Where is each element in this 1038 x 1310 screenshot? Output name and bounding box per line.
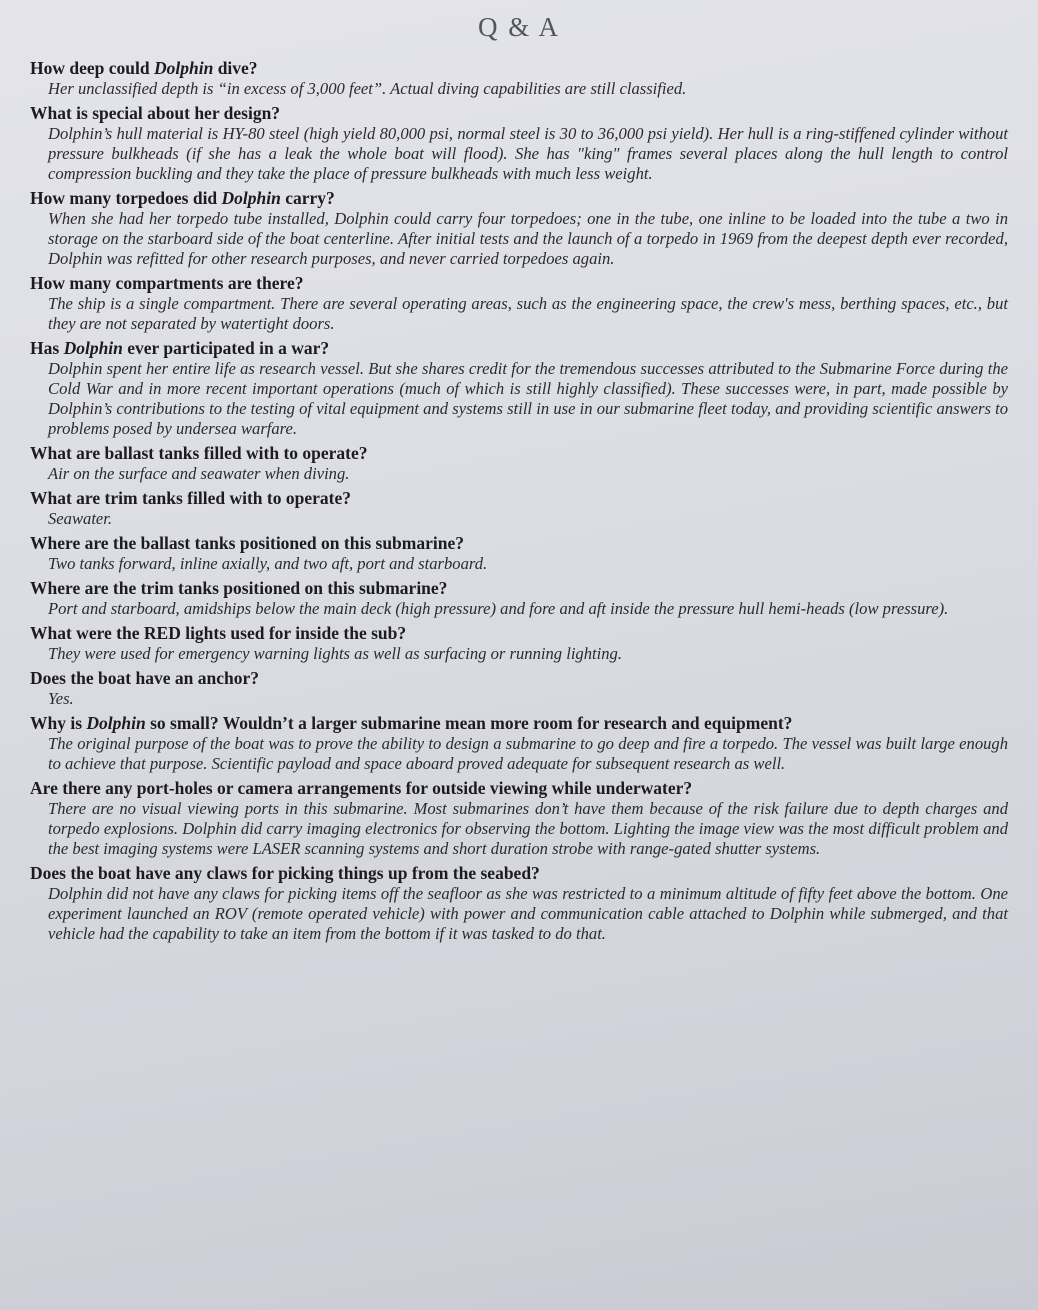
question [30, 862, 1008, 884]
qa-item-ballast-fill [30, 442, 1008, 484]
question [30, 337, 1008, 359]
qa-item-size [30, 712, 1008, 774]
answer: Her unclassified depth is “in excess of 3,000 feet”. Actual diving capabilities are still classified. [48, 79, 687, 98]
question [30, 487, 1008, 509]
question-em: Dolphin [86, 713, 146, 733]
question-post: ever participated in a war? [122, 338, 330, 358]
question-post: so small? Wouldn’t a larger submarine mean more room for research and equipment? [145, 713, 793, 733]
answer: When she had her torpedo tube installed, Dolphin could carry four torpedoes; one in the tube, one inline to be loaded into the tube a two in storage on the starboard side of the boat centerline. After initial tests and the launch of a torpedo in 1969 from the deepest depth ever recorded, Dolphin was refitted for other research purposes, and never carried torpedoes again. [48, 209, 1008, 268]
question-pre: What were the RED lights used for inside the sub? [30, 623, 407, 643]
page-title: Q & A [477, 12, 560, 42]
qa-item-claws [30, 862, 1008, 944]
answer: They were used for emergency warning lights as well as surfacing or running lighting. [48, 644, 622, 663]
question [30, 532, 1008, 554]
qa-item-dive-depth [30, 57, 1008, 99]
answer: There are no visual viewing ports in this submarine. Most submarines don’t have them because of the risk failure due to depth charges and torpedo explosions. Dolphin did carry imaging electronics for observing the bottom. Lighting the image view was the most difficult problem and the best imaging systems were LASER scanning systems and short duration strobe with range-gated shutter systems. [48, 799, 1008, 858]
question-pre: Why is [30, 713, 87, 733]
qa-item-ballast-position [30, 532, 1008, 574]
answer: Two tanks forward, inline axially, and two aft, port and starboard. [48, 554, 488, 573]
question [30, 57, 1008, 79]
answer: Air on the surface and seawater when diving. [48, 464, 350, 483]
question [30, 622, 1008, 644]
qa-item-anchor [30, 667, 1008, 709]
qa-item-compartments [30, 272, 1008, 334]
qa-item-war [30, 337, 1008, 439]
question-pre: Does the boat have an anchor? [30, 668, 259, 688]
question [30, 777, 1008, 799]
question-pre: How deep could [30, 58, 154, 78]
qa-item-design [30, 102, 1008, 184]
question-em: Dolphin [63, 338, 123, 358]
question-pre: Where are the trim tanks positioned on this submarine? [30, 578, 448, 598]
answer: The ship is a single compartment. There are several operating areas, such as the engineering space, the crew's mess, berthing spaces, etc., but they are not separated by watertight doors. [48, 294, 1008, 333]
question [30, 102, 1008, 124]
answer: Seawater. [48, 509, 113, 528]
question-post: dive? [213, 58, 258, 78]
question-pre: How many torpedoes did [30, 188, 222, 208]
question-pre: Has [30, 338, 64, 358]
answer: Dolphin spent her entire life as research vessel. But she shares credit for the tremendous successes attributed to the Submarine Force during the Cold War and in more recent important operations (much of which is still highly classified). These successes were, in part, made possible by Dolphin’s contributions to the testing of vital equipment and systems still in use in our submarine fleet today, and providing scientific answers to problems posed by undersea warfare. [48, 359, 1008, 438]
answer: The original purpose of the boat was to prove the ability to design a submarine to go deep and fire a torpedo. The vessel was built large enough to achieve that purpose. Scientific payload and space aboard proved adequate for subsequent research as well. [48, 734, 1008, 773]
qa-item-trim-fill [30, 487, 1008, 529]
question-post: carry? [280, 188, 335, 208]
answer: Port and starboard, amidships below the main deck (high pressure) and fore and aft inside the pressure hull hemi-heads (low pressure). [48, 599, 949, 618]
question [30, 667, 1008, 689]
question [30, 712, 1008, 734]
question [30, 442, 1008, 464]
answer: Yes. [48, 689, 74, 708]
question-pre: Where are the ballast tanks positioned on this submarine? [30, 533, 464, 553]
question-em: Dolphin [153, 58, 214, 78]
answer: Dolphin did not have any claws for picking items off the seafloor as she was restricted to a minimum altitude of fifty feet above the bottom. One experiment launched an ROV (remote operated vehicle) with power and communication cable attached to Dolphin while submerged, and that vehicle had the capability to take an item from the bottom if it was tasked to do that. [48, 884, 1008, 943]
qa-item-trim-position [30, 577, 1008, 619]
question-pre: How many compartments are there? [30, 273, 304, 293]
question [30, 272, 1008, 294]
question-pre: What are ballast tanks filled with to operate? [30, 443, 368, 463]
question-pre: Does the boat have any claws for picking things up from the seabed? [30, 863, 540, 883]
qa-item-torpedoes [30, 187, 1008, 269]
question [30, 577, 1008, 599]
question-pre: What is special about her design? [30, 103, 281, 123]
qa-item-viewing [30, 777, 1008, 859]
qa-list [30, 57, 1008, 944]
answer: Dolphin’s hull material is HY-80 steel (high yield 80,000 psi, normal steel is 30 to 36,000 psi yield). Her hull is a ring-stiffened cylinder without pressure bulkheads (if she has a leak the whole boat will flood). She has "king" frames several places along the hull length to control compression buckling and they take the place of pressure bulkheads with much less weight. [48, 124, 1008, 183]
qa-item-red-lights [30, 622, 1008, 664]
question-pre: What are trim tanks filled with to operate? [30, 488, 351, 508]
question-em: Dolphin [221, 188, 281, 208]
question [30, 187, 1008, 209]
question-pre: Are there any port-holes or camera arrangements for outside viewing while underwater? [30, 778, 693, 798]
